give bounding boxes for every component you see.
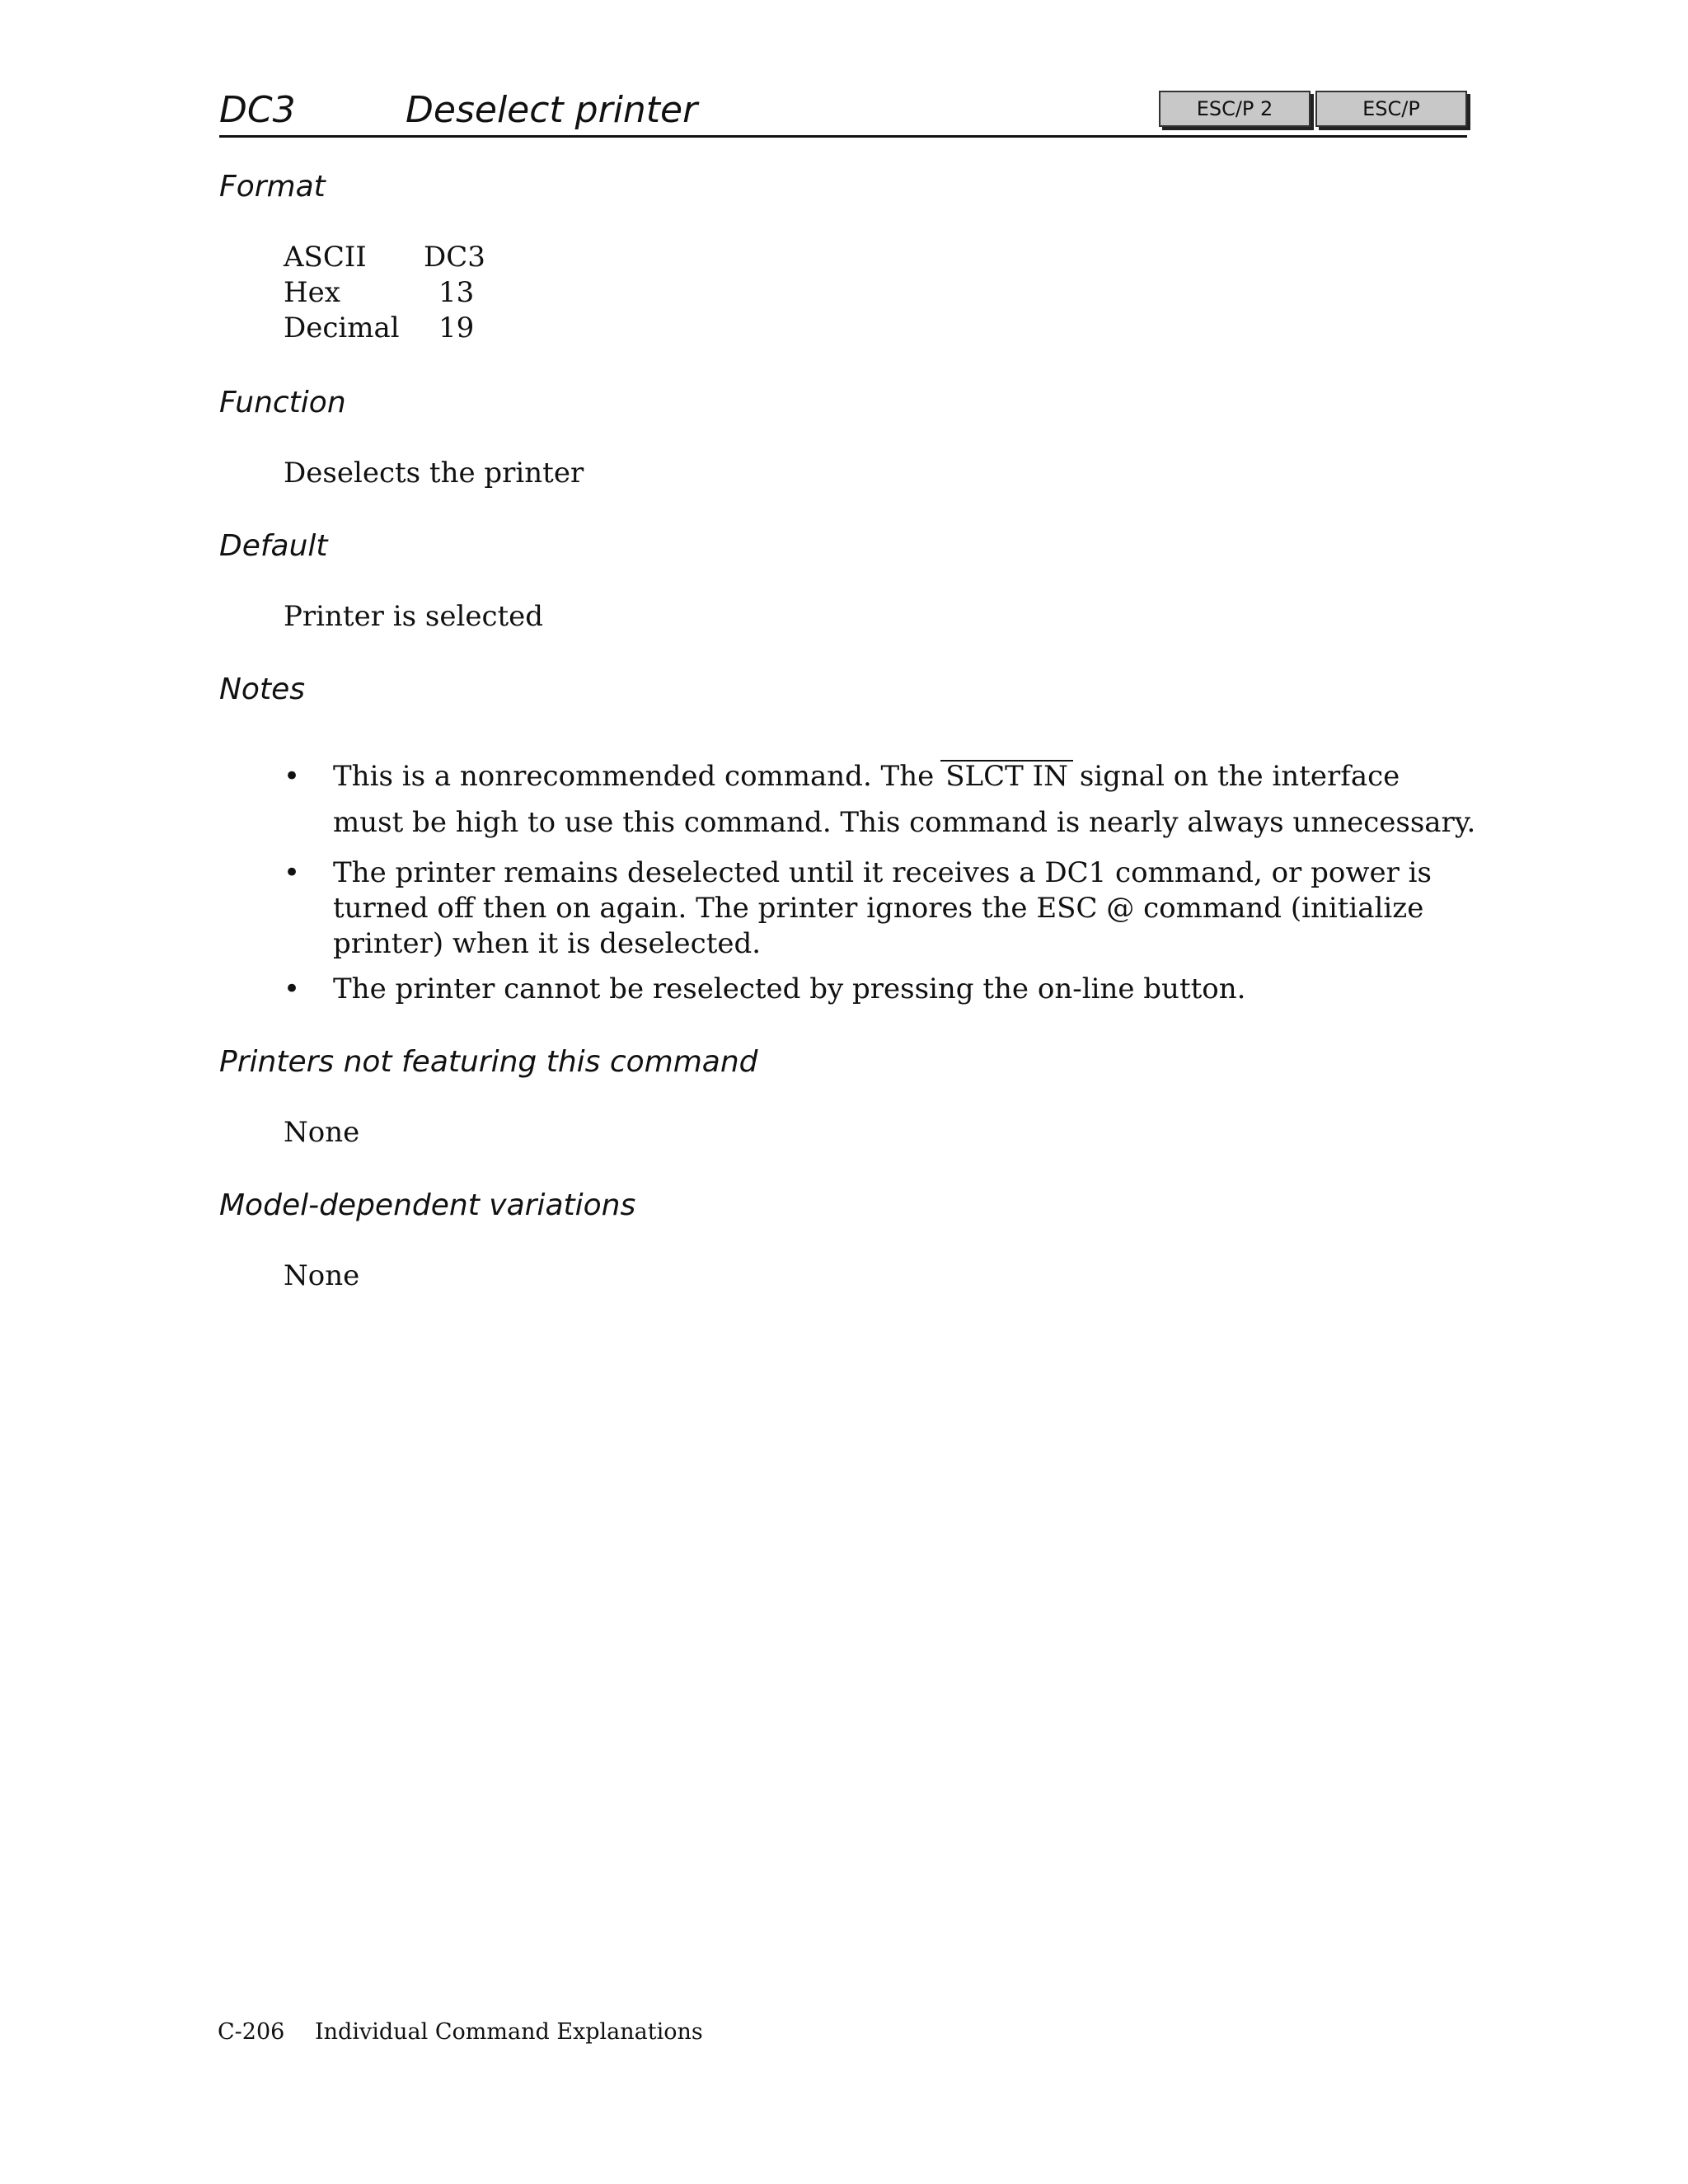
format-row-ascii — [284, 241, 504, 276]
note-text: This is a nonrecommended command. The — [333, 760, 935, 793]
format-table — [284, 241, 504, 347]
notes-heading: Notes — [219, 673, 305, 706]
page-header — [219, 82, 1467, 138]
note-text: The printer remains deselected until it receives a DC1 command, or power is turned off then on again. The printer ignores the ESC @ command (initialize printer) when it is deselected. — [333, 856, 1432, 960]
model-variations-text: None — [284, 1259, 360, 1292]
badge-escp: ESC/P — [1315, 91, 1467, 127]
notes-list — [275, 753, 1479, 1017]
note-text: The printer cannot be reselected by pressing the on-line button. — [333, 972, 1246, 1005]
format-label: ASCII — [284, 241, 367, 274]
format-row-decimal — [284, 312, 504, 347]
default-text: Printer is selected — [284, 600, 544, 633]
note-item — [275, 753, 1479, 846]
page-footer — [218, 2019, 703, 2045]
format-value: DC3 — [424, 241, 485, 274]
format-row-hex — [284, 276, 504, 312]
format-value: 13 — [438, 276, 475, 309]
default-heading: Default — [219, 529, 328, 563]
signal-name: SLCT IN — [940, 760, 1073, 791]
note-item — [275, 855, 1479, 962]
bullet: • — [284, 760, 301, 793]
printers-not-featuring-heading: Printers not featuring this command — [219, 1045, 758, 1079]
command-code: DC3 — [219, 89, 296, 131]
page-number: C-206 — [218, 2019, 285, 2045]
footer-section: Individual Command Explanations — [315, 2019, 703, 2045]
badge-escp2: ESC/P 2 — [1159, 91, 1311, 127]
bullet: • — [284, 856, 301, 889]
format-value: 19 — [438, 312, 475, 344]
format-heading: Format — [219, 170, 326, 204]
command-title: Deselect printer — [406, 89, 698, 131]
format-label: Hex — [284, 276, 340, 309]
model-variations-heading: Model-dependent variations — [219, 1188, 636, 1222]
mode-badges — [1159, 91, 1467, 127]
note-text: signal on the interface must be high to use this command. This command is nearly always unnecessary. — [333, 760, 1476, 839]
function-text: Deselects the printer — [284, 457, 584, 490]
format-label: Decimal — [284, 312, 400, 344]
note-item — [275, 972, 1479, 1007]
printers-not-featuring-text: None — [284, 1116, 360, 1149]
function-heading: Function — [219, 386, 346, 419]
bullet: • — [284, 972, 301, 1005]
